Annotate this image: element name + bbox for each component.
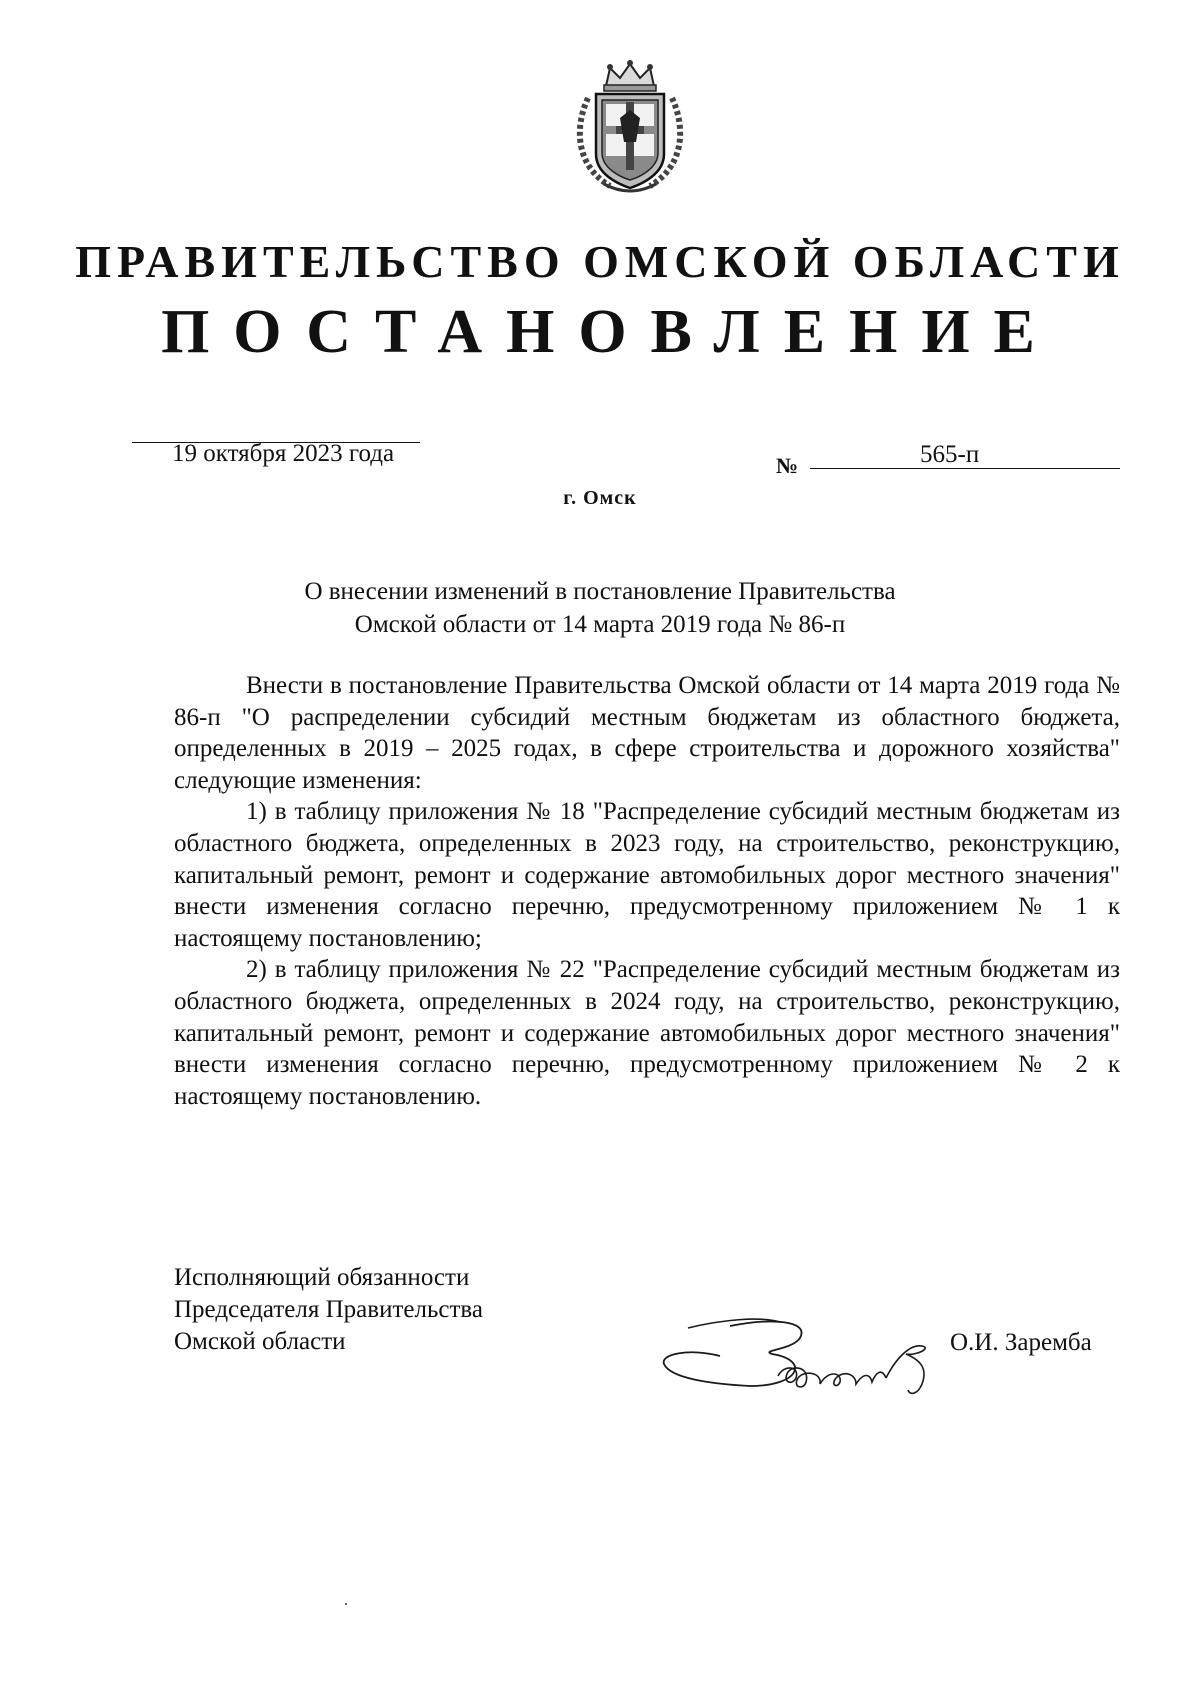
document-subject — [200, 575, 1000, 641]
number-sign: № — [776, 453, 799, 478]
government-title: ПРАВИТЕЛЬСТВО ОМСКОЙ ОБЛАСТИ — [75, 236, 1125, 287]
city-label: г. Омск — [563, 487, 637, 509]
scan-speck — [345, 1603, 347, 1605]
signer-line-1: Исполняющий обязанности — [174, 1264, 470, 1291]
document-date: 19 октября 2023 года — [172, 440, 395, 467]
subject-line-1: О внесении изменений в постановление Правительства — [304, 578, 896, 605]
document-type-title: ПОСТАНОВЛЕНИЕ — [161, 298, 1059, 366]
body-paragraph-3: 2) в таблицу приложения № 22 "Распределение субсидий местным бюджетам из областного бюджета, определенных в 2024 году, на строительство, реконструкцию, капитальный ремонт, ремонт и содержание автомобильных дорог местного значения" внести изменения согласно перечню, предусмотренному приложением № 2 к настоящему постановлению. — [174, 956, 1120, 1110]
subject-line-2: Омской области от 14 марта 2019 года № 86-п — [354, 611, 846, 638]
coat-of-arms-icon — [570, 58, 690, 194]
signer-line-2: Председателя Правительства — [174, 1296, 483, 1323]
signer-name: О.И. Заремба — [950, 1329, 1092, 1356]
body-paragraph-2: 1) в таблицу приложения № 18 "Распределение субсидий местным бюджетам из областного бюджета, определенных в 2023 году, на строительство, реконструкцию, капитальный ремонт, ремонт и содержание автомобильных дорог местного значения" внести изменения согласно перечню, предусмотренному приложением № 1 к настоящему постановлению; — [174, 798, 1120, 952]
document-number: 565-п — [920, 441, 980, 468]
document-body — [174, 670, 1120, 1112]
handwritten-signature-icon — [660, 1298, 950, 1398]
signer-line-3: Омской области — [174, 1328, 346, 1355]
signer-position — [174, 1262, 483, 1358]
body-paragraph-1: Внести в постановление Правительства Омской области от 14 марта 2019 года № 86-п "О распределении субсидий местным бюджетам из областного бюджета, определенных в 2019 – 2025 годах, в сфере строительства и дорожного хозяйства" следующие изменения: — [174, 672, 1120, 794]
number-underline — [810, 468, 1120, 469]
date-underline — [132, 442, 420, 443]
